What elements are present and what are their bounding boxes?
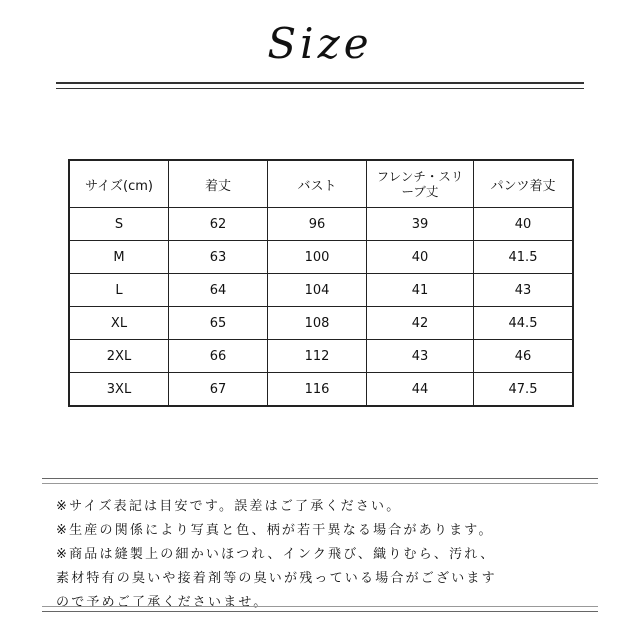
cell-size: 3XL — [69, 373, 169, 407]
cell-bust: 100 — [268, 241, 367, 274]
note-line: ので予めご了承くださいませ。 — [56, 595, 269, 610]
cell-sleeve-length: 40 — [367, 241, 474, 274]
cell-pants-length: 44.5 — [474, 307, 574, 340]
cell-pants-length: 46 — [474, 340, 574, 373]
cell-size: L — [69, 274, 169, 307]
title-divider-bottom — [56, 88, 584, 89]
notes-list — [56, 495, 590, 615]
note-line: ※生産の関係により写真と色、柄が若干異なる場合があります。 — [56, 523, 494, 538]
table-row — [69, 241, 573, 274]
table-header-row — [69, 160, 573, 208]
cell-length: 65 — [169, 307, 268, 340]
cell-size: XL — [69, 307, 169, 340]
cell-length: 67 — [169, 373, 268, 407]
cell-bust: 104 — [268, 274, 367, 307]
cell-bust: 108 — [268, 307, 367, 340]
cell-pants-length: 40 — [474, 208, 574, 241]
cell-size: 2XL — [69, 340, 169, 373]
cell-pants-length: 43 — [474, 274, 574, 307]
cell-sleeve-length: 41 — [367, 274, 474, 307]
cell-length: 66 — [169, 340, 268, 373]
notes-box — [42, 478, 598, 612]
table-row — [69, 208, 573, 241]
header-pants-length: パンツ着丈 — [474, 160, 574, 208]
cell-pants-length: 47.5 — [474, 373, 574, 407]
header-size: サイズ(cm) — [69, 160, 169, 208]
size-table — [68, 159, 574, 407]
page-title: Size — [267, 19, 373, 68]
cell-size: S — [69, 208, 169, 241]
cell-size: M — [69, 241, 169, 274]
cell-bust: 112 — [268, 340, 367, 373]
cell-sleeve-length: 42 — [367, 307, 474, 340]
note-line: ※商品は縫製上の細かいほつれ、インク飛び、織りむら、汚れ、 — [56, 547, 496, 562]
table-row — [69, 274, 573, 307]
table-row — [69, 340, 573, 373]
cell-sleeve-length: 43 — [367, 340, 474, 373]
header-sleeve-length: フレンチ・スリーブ丈 — [367, 160, 474, 208]
header-length: 着丈 — [169, 160, 268, 208]
header-bust: バスト — [268, 160, 367, 208]
cell-pants-length: 41.5 — [474, 241, 574, 274]
cell-bust: 96 — [268, 208, 367, 241]
cell-sleeve-length: 44 — [367, 373, 474, 407]
note-line: ※サイズ表記は目安です。誤差はご了承ください。 — [56, 499, 402, 514]
cell-length: 64 — [169, 274, 268, 307]
title-divider-top — [56, 82, 584, 84]
cell-length: 62 — [169, 208, 268, 241]
table-row — [69, 373, 573, 407]
cell-length: 63 — [169, 241, 268, 274]
cell-sleeve-length: 39 — [367, 208, 474, 241]
note-line: 素材特有の臭いや接着剤等の臭いが残っている場合がございます — [56, 571, 497, 586]
table-row — [69, 307, 573, 340]
cell-bust: 116 — [268, 373, 367, 407]
